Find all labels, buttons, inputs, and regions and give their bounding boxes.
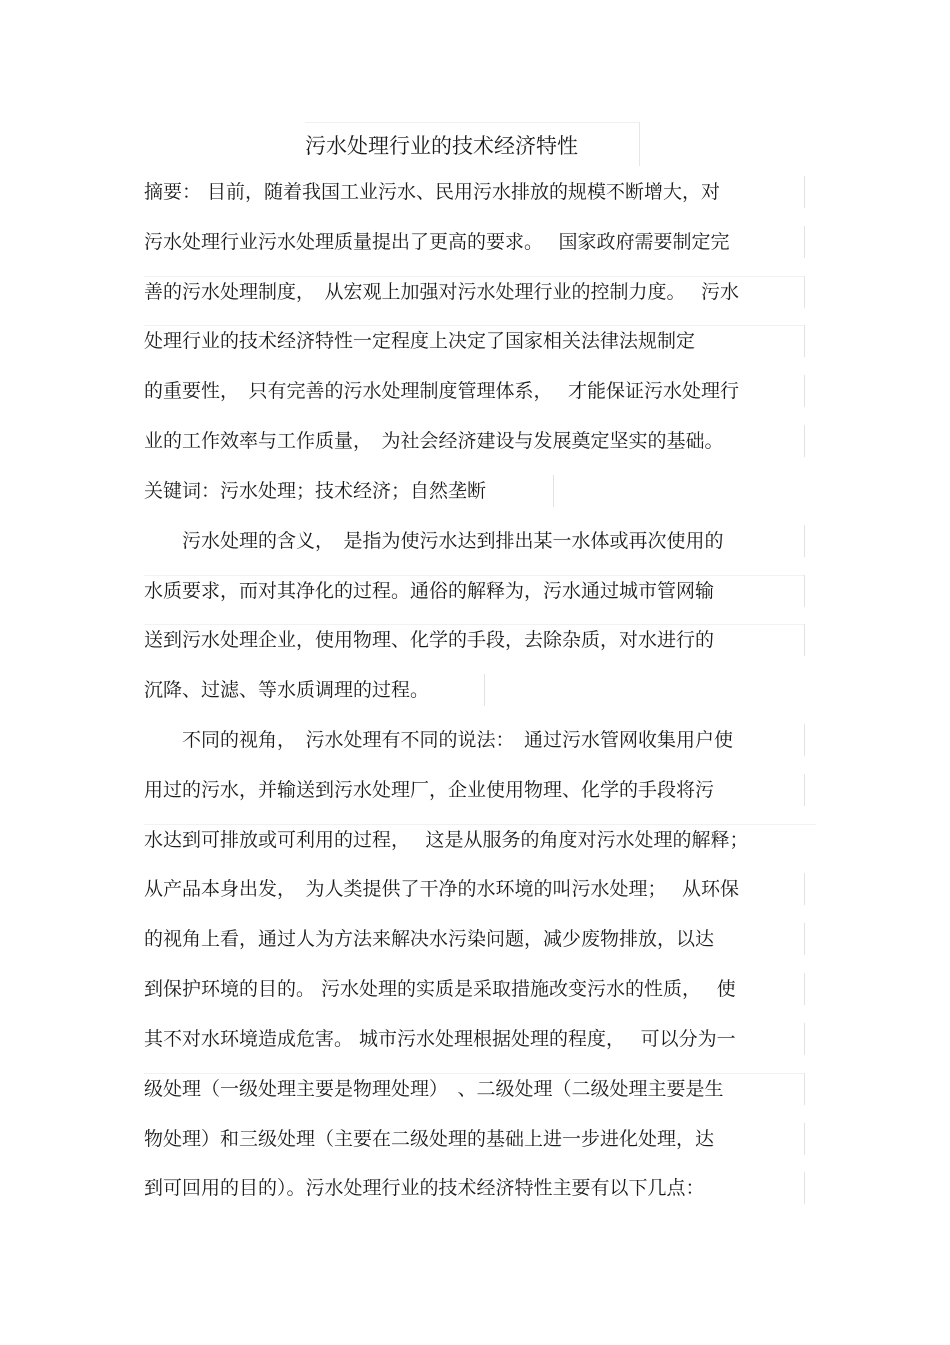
text-line-20: 物处理）和三级处理（主要在二级处理的基础上进一步进化处理，达 — [144, 1128, 715, 1150]
faint-rule — [144, 1073, 804, 1074]
edge-mark — [804, 724, 805, 756]
edge-mark — [804, 1023, 805, 1055]
edge-mark — [804, 1073, 805, 1105]
text-line-11: 沉降、过滤、等水质调理的过程。 — [144, 679, 430, 701]
faint-rule — [144, 824, 816, 825]
edge-mark — [804, 226, 805, 258]
edge-mark — [804, 425, 805, 457]
edge-mark — [804, 1123, 805, 1155]
faint-rule — [144, 276, 804, 277]
text-line-10: 送到污水处理企业，使用物理、化学的手段，去除杂质，对水进行的 — [144, 629, 715, 651]
faint-rule — [144, 575, 804, 576]
text-line-4: 处理行业的技术经济特性一定程度上决定了国家相关法律法规制定 — [144, 330, 696, 352]
keywords-line: 关键词：污水处理；技术经济；自然垄断 — [144, 480, 487, 502]
edge-mark — [804, 923, 805, 955]
edge-mark — [484, 674, 485, 706]
edge-mark — [804, 375, 805, 407]
text-line-3: 善的污水处理制度， 从宏观上加强对污水处理行业的控制力度。 污水 — [144, 281, 740, 303]
edge-mark — [804, 973, 805, 1005]
edge-mark — [804, 873, 805, 905]
text-line-17: 到保护环境的目的。 污水处理的实质是采取措施改变污水的性质， 使 — [144, 978, 736, 1000]
text-line-5: 的重要性， 只有完善的污水处理制度管理体系， 才能保证污水处理行 — [144, 380, 740, 402]
text-line-12: 不同的视角， 污水处理有不同的说法： 通过污水管网收集用户使 — [144, 729, 734, 751]
edge-mark — [804, 774, 805, 806]
edge-mark — [804, 325, 805, 357]
edge-mark — [804, 176, 805, 208]
text-line-15: 从产品本身出发， 为人类提供了干净的水环境的叫污水处理； 从环保 — [144, 878, 740, 900]
text-line-13: 用过的污水，并输送到污水处理厂，企业使用物理、化学的手段将污 — [144, 779, 715, 801]
faint-rule — [144, 325, 804, 326]
faint-rule — [144, 624, 804, 625]
text-line-18: 其不对水环境造成危害。 城市污水处理根据处理的程度， 可以分为一 — [144, 1028, 736, 1050]
text-line-1: 摘要： 目前，随着我国工业污水、民用污水排放的规模不断增大，对 — [144, 181, 721, 203]
edge-mark — [804, 276, 805, 308]
edge-mark — [804, 1172, 805, 1204]
text-line-6: 业的工作效率与工作质量， 为社会经济建设与发展奠定坚实的基础。 — [144, 430, 724, 452]
text-line-9: 水质要求，而对其净化的过程。通俗的解释为，污水通过城市管网输 — [144, 580, 715, 602]
edge-mark — [804, 624, 805, 656]
text-line-16: 的视角上看，通过人为方法来解决水污染问题，减少废物排放，以达 — [144, 928, 715, 950]
text-line-8: 污水处理的含义， 是指为使污水达到排出某一水体或再次使用的 — [144, 530, 724, 552]
text-line-19: 级处理（一级处理主要是物理处理） 、二级处理（二级处理主要是生 — [144, 1078, 724, 1100]
text-line-2: 污水处理行业污水处理质量提出了更高的要求。 国家政府需要制定完 — [144, 231, 730, 253]
edge-mark — [804, 575, 805, 607]
text-line-21: 到可回用的目的）。污水处理行业的技术经济特性主要有以下几点： — [144, 1177, 705, 1199]
text-line-14: 水达到可排放或可利用的过程， 这是从服务的角度对污水处理的解释； — [144, 829, 749, 851]
edge-mark — [804, 525, 805, 557]
edge-mark — [553, 475, 554, 507]
document-title: 污水处理行业的技术经济特性 — [305, 134, 578, 158]
